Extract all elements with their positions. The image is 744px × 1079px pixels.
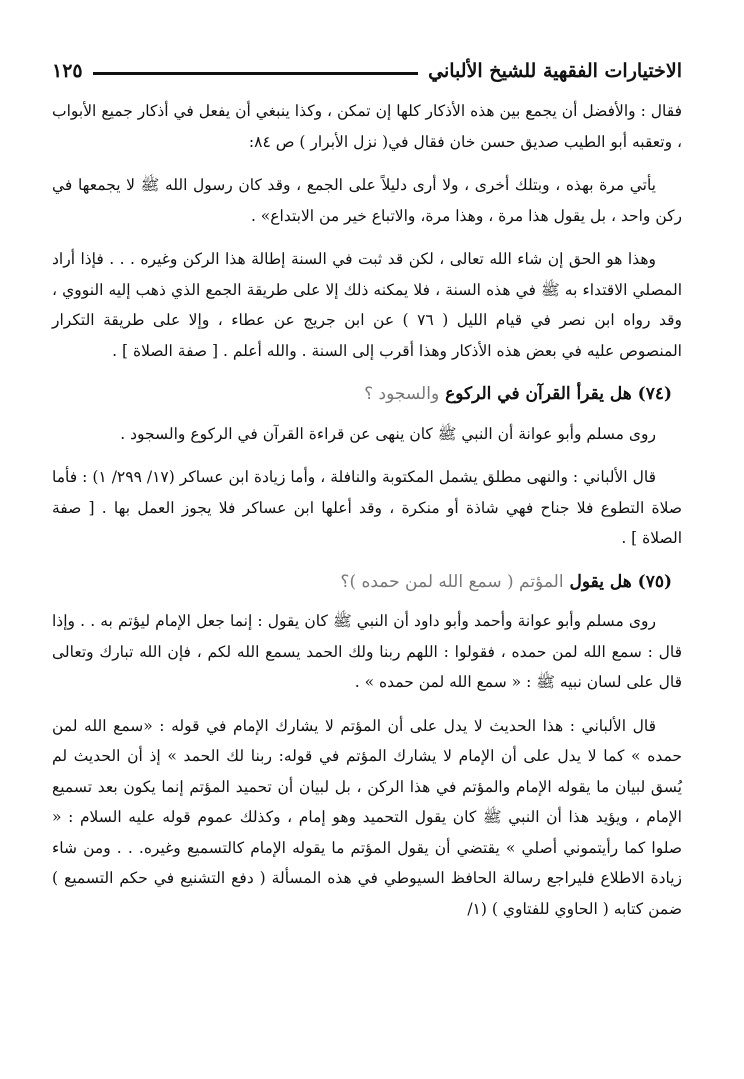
paragraph-7: قال الألباني : هذا الحديث لا يدل على أن المؤتم لا يشارك الإمام في قوله : «سمع الله لمن حمده » كما لا يدل على أن الإمام لا يشارك المؤتم في قوله: ربنا لك الحمد » إذ أن الحديث لم يُسق لبيان ما يقوله الإمام والمؤتم في هذا الركن ، بل لبيان أن تحميد المؤتم إنما يكون بعد تسميع الإمام ، ويؤيد هذا أن النبي ﷺ كان يقول التحميد وهو إمام ، وكذلك عموم قوله عليه السلام : « صلوا كما رأيتموني أصلي » يقتضي أن يقول المؤتم ما يقوله الإمام كالتسميع وغيره. . . ومن شاء زيادة الاطلاع فليراجع رسالة الحافظ السيوطي في هذه المسألة ( دفع التشنيع في حكم التسميع ) ضمن كتابه ( الحاوي للفتاوي ) (١/	[52, 716, 682, 918]
header-rule	[93, 72, 419, 75]
page-header	[52, 56, 682, 86]
heading-75-main: (٧٥) هل يقول	[569, 571, 672, 592]
paragraph-5: قال الألباني : والنهى مطلق يشمل المكتوبة والنافلة ، وأما زيادة ابن عساكر (١٧/ ٢٩٩/ ١) : فأما صلاة التطوع فلا جناح فهي شاذة أو منكرة ، وقد أعلها ابن عساكر فلا يجوز العمل بها . [ صفة الصلاة ] .	[52, 468, 682, 547]
paragraph-3: وهذا هو الحق إن شاء الله تعالى ، لكن قد ثبت في السنة إطالة هذا الركن وغيره . . . فإذا أراد المصلي الاقتداء به ﷺ في هذه السنة ، فلا يمكنه ذلك إلا على طريقة الجمع الذي ذهب إليه النووي ، وقد رواه ابن نصر في قيام الليل ( ٧٦ ) عن ابن جريج عن عطاء ، وإلا على طريقة التكرار المنصوص عليه في بعض هذه الأذكار وهذا أقرب إلى السنة . والله أعلم . [ صفة الصلاة ] .	[52, 250, 682, 360]
paragraph-2: يأتي مرة بهذه ، وبتلك أخرى ، ولا أرى دليلاً على الجمع ، وقد كان رسول الله ﷺ لا يجمعها في ركن واحد ، بل يقول هذا مرة ، وهذا مرة، والاتباع خير من الابتداع» .	[52, 176, 682, 225]
paragraph-1: فقال : والأفضل أن يجمع بين هذه الأذكار كلها إن تمكن ، وكذا ينبغي أن يفعل في أذكار جميع الأبواب ، وتعقبه أبو الطيب صديق حسن خان فقال في( نزل الأبرار ) ص ٨٤:	[52, 102, 682, 151]
page-number: ١٢٥	[52, 60, 83, 82]
paragraph-4: روى مسلم وأبو عوانة أن النبي ﷺ كان ينهى عن قراءة القرآن في الركوع والسجود .	[120, 424, 656, 443]
paragraph-6: روى مسلم وأبو عوانة وأحمد وأبو داود أن النبي ﷺ كان يقول : إنما جعل الإمام ليؤتم به . . وإذا قال : سمع الله لمن حمده ، فقولوا : اللهم ربنا ولك الحمد يسمع الله لكم ، فإن الله تبارك وتعالى قال على لسان نبيه ﷺ : « سمع الله لمن حمده » .	[52, 612, 682, 691]
page-body	[52, 96, 682, 937]
heading-74-faint: والسجود ؟	[364, 384, 440, 404]
book-title: الاختيارات الفقهية للشيخ الألباني	[428, 60, 682, 82]
heading-75	[52, 567, 682, 598]
heading-75-faint: المؤتم ( سمع الله لمن حمده )؟	[340, 571, 564, 592]
heading-74-main: (٧٤) هل يقرأ القرآن في الركوع	[445, 384, 672, 404]
heading-74	[52, 379, 682, 410]
